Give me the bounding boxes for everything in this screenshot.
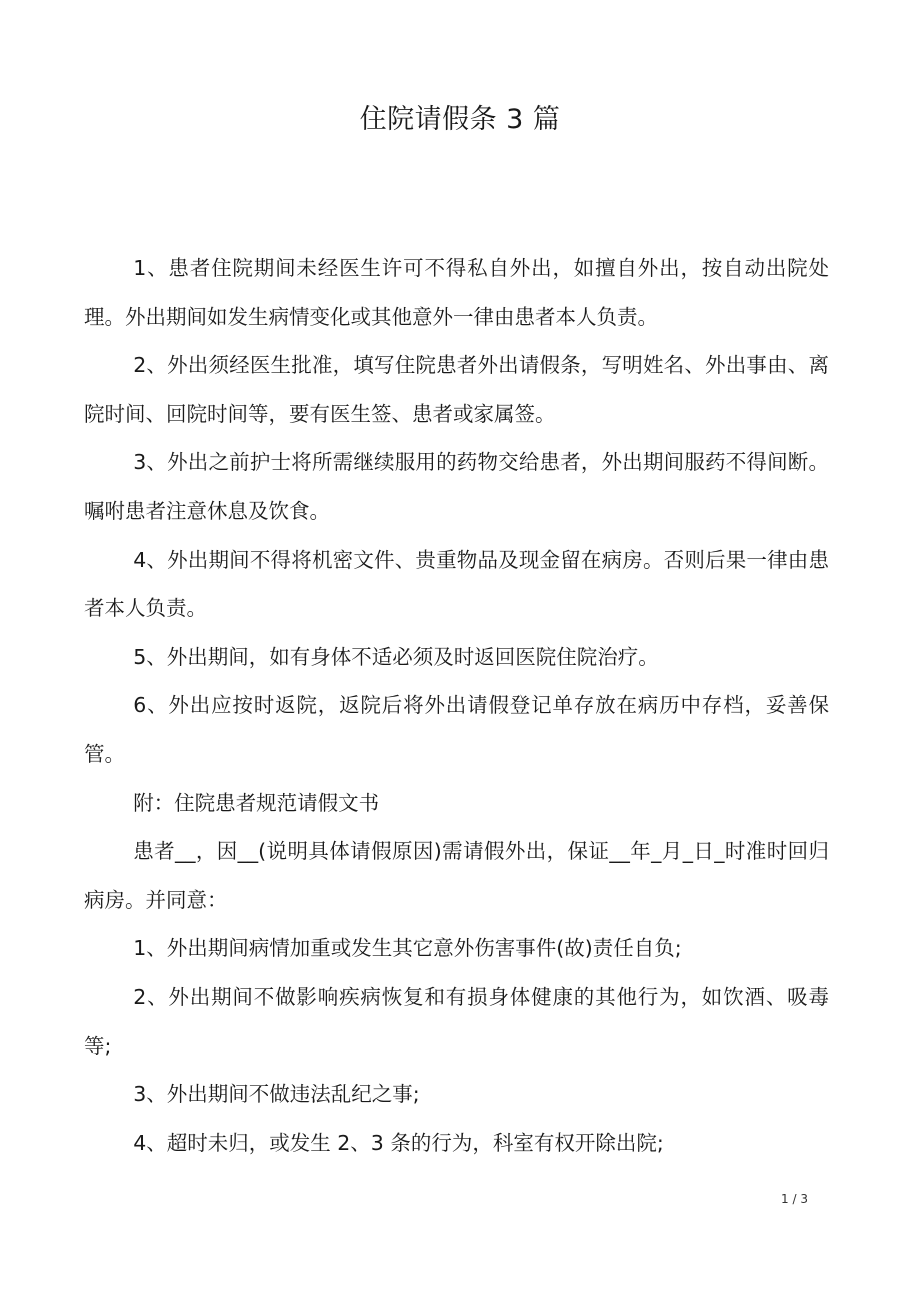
paragraph-patient-statement: 患者__，因__(说明具体请假原因)需请假外出，保证__年_月_日_时准时回归病房。并同意：: [84, 839, 829, 912]
paragraph-rule-4: 4、外出期间不得将机密文件、贵重物品及现金留在病房。否则后果一律由患者本人负责。: [84, 547, 829, 621]
paragraph-appendix-heading: 附：住院患者规范请假文书: [133, 790, 380, 815]
paragraph-rule-1: 1、患者住院期间未经医生许可不得私自外出，如擅自外出，按自动出院处理。外出期间如发生病情变化或其他意外一律由患者本人负责。: [84, 256, 829, 329]
paragraph-rule-6: 6、外出应按时返院，返院后将外出请假登记单存放在病历中存档，妥善保管。: [84, 693, 829, 766]
page-title: 住院请假条 3 篇: [359, 104, 561, 135]
paragraph-rule-3: 3、外出之前护士将所需继续服用的药物交给患者，外出期间服药不得间断。嘱咐患者注意休息及饮食。: [84, 450, 829, 523]
page-number: 1 / 3: [781, 1192, 808, 1206]
paragraph-rule-5: 5、外出期间，如有身体不适必须及时返回医院住院治疗。: [133, 644, 659, 669]
document-body: [84, 244, 829, 1167]
paragraph-agreement-3: 3、外出期间不做违法乱纪之事;: [133, 1082, 420, 1107]
paragraph-agreement-1: 1、外出期间病情加重或发生其它意外伤害事件(故)责任自负;: [133, 936, 682, 961]
paragraph-agreement-2: 2、外出期间不做影响疾病恢复和有损身体健康的其他行为，如饮酒、吸毒等;: [84, 984, 829, 1058]
paragraph-rule-2: 2、外出须经医生批准，填写住院患者外出请假条，写明姓名、外出事由、离院时间、回院时间等，要有医生签、患者或家属签。: [84, 353, 829, 426]
paragraph-agreement-4: 4、超时未归，或发生 2、3 条的行为，科室有权开除出院;: [133, 1130, 664, 1155]
